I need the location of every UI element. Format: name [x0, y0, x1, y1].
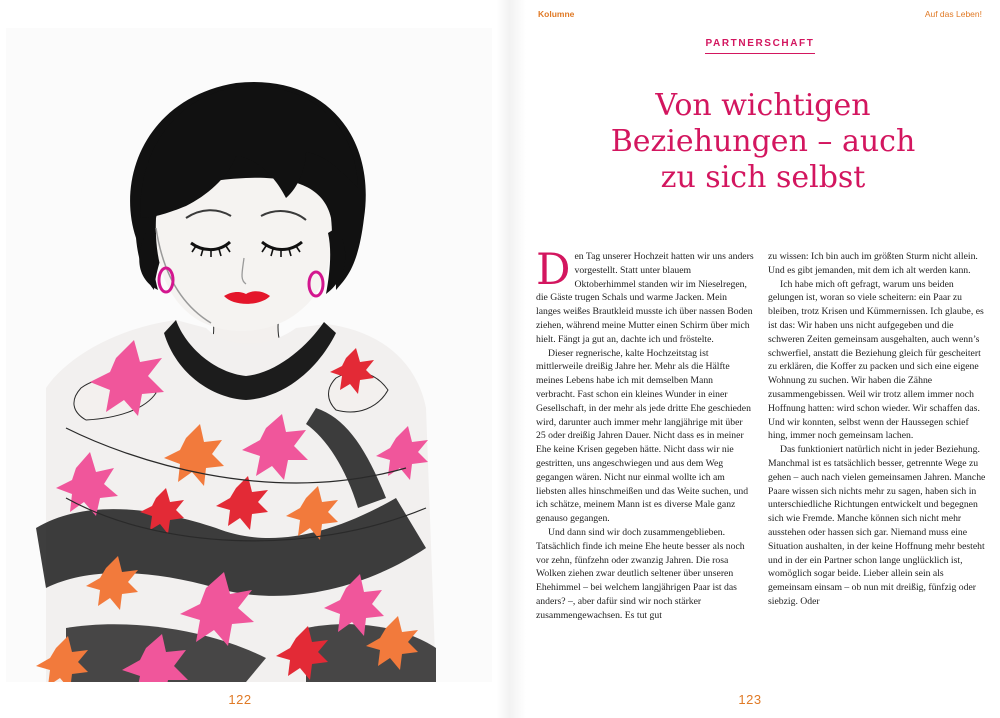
- section-label: PARTNERSCHAFT: [705, 38, 815, 54]
- page-number-left: 122: [228, 692, 252, 707]
- paragraph-text: en Tag unserer Hochzeit hatten wir uns anders vorgestellt. Statt unter blauem Oktoberhimmel standen wir im Nieselregen, die Gäste trugen Schals und warme Jacken. Mein langes weißes Brautkleid musste ich über nassen Boden ziehen, während meine Mutter einen Schirm über mich hielt. Fängt ja gut an, dachte ich und fröstelte.: [536, 251, 754, 345]
- page-number-right: 123: [738, 692, 762, 707]
- right-page: [500, 0, 1000, 718]
- paragraph: Ich habe mich oft gefragt, warum uns beiden gelungen ist, woran so viele scheitern: ein Paar zu bleiben, trotz Krisen und Kümmernissen. Ich glaube, es ist das: Wir haben uns nicht aufgegeben und die schweren Zeiten gemeinsam ausgehalten, auch wenn’s schwerfiel, anstatt die Beziehung gleich für gescheitert zu erklären, die Koffer zu packen und sich eine eigene Wohnung zu suchen. Wir haben die Zähne zusammengebissen. Weil wir trotz allem immer noch Hoffnung hatten: wird schon wieder. Wir schaffen das. Und wir konnten, selbst wenn der Haussegen schief hing, immer noch gemeinsam lachen.: [768, 278, 984, 442]
- running-head-left: Kolumne: [538, 9, 575, 19]
- headline-line-3: zu sich selbst: [660, 160, 866, 195]
- paragraph: Das funktioniert natürlich nicht in jeder Beziehung. Manchmal ist es tatsächlich besser, getrennte Wege zu gehen – auch nach vielen gemeinsamen Jahren. Manche Paare wissen sich nichts mehr zu sagen, haben sich in unterschiedliche Richtungen entwickelt und begegnen sich wie Fremde. Manche können sich nicht mehr ausstehen oder hassen sich gar. Niemand muss eine Situation aushalten, in der keine Hoffnung mehr besteht und in der ein Partner schon lange unglücklich ist, womöglich sogar beide. Lieber allein sein als gemeinsam einsam – ob nun mit dreißig, fünfzig oder siebzig. Oder: [768, 444, 986, 607]
- paragraph: zu wissen: Ich bin auch im größten Sturm nicht allein. Und es gibt jemanden, mit dem ich alt werden kann.: [768, 251, 978, 276]
- headline-line-2: Beziehungen – auch: [610, 124, 916, 159]
- illustration-woman-hugging-herself: [6, 28, 492, 682]
- paragraph: [536, 245, 754, 347]
- article-body: [536, 245, 986, 680]
- drop-cap: D: [536, 245, 571, 295]
- running-head-right: Auf das Leben!: [924, 9, 982, 19]
- body-column-left: [536, 245, 754, 623]
- body-column-right: [768, 250, 986, 609]
- paragraph: Und dann sind wir doch zusammengeblieben. Tatsächlich finde ich meine Ehe heute besser als noch vor zehn, fünfzehn oder zwanzig Jahren. Die rosa Wolken ziehen zwar deutlich seltener über unseren Ehehimmel – bei welchem langjährigen Paar ist das anders? –, aber dafür sind wir noch stärker zusammengewachsen. Es tut gut: [536, 526, 745, 621]
- headline-line-1: Von wichtigen: [655, 88, 871, 123]
- article-headline: [578, 88, 948, 196]
- paragraph: Dieser regnerische, kalte Hochzeitstag ist mittlerweile dreißig Jahre her. Mehr als die Hälfte meines Lebens habe ich mit demselben Mann verbracht. Fast schon ein kleines Wunder in einer Gesellschaft, in der mehr als jede dritte Ehe geschieden wird, darunter auch immer mehr langjährige mit über 25 oder dreißig Jahren Dauer. Nicht dass es in meiner Ehe keine Krisen gegeben hätte. Nicht dass wir nie gestritten, uns angeschwiegen und aus dem Weg gegangen wären. Nicht nur einmal wollte ich am liebsten alles hinschmeißen und das Weite suchen, und ich schätze, meinem Mann ist es diverse Male ganz genauso gegangen.: [536, 347, 751, 525]
